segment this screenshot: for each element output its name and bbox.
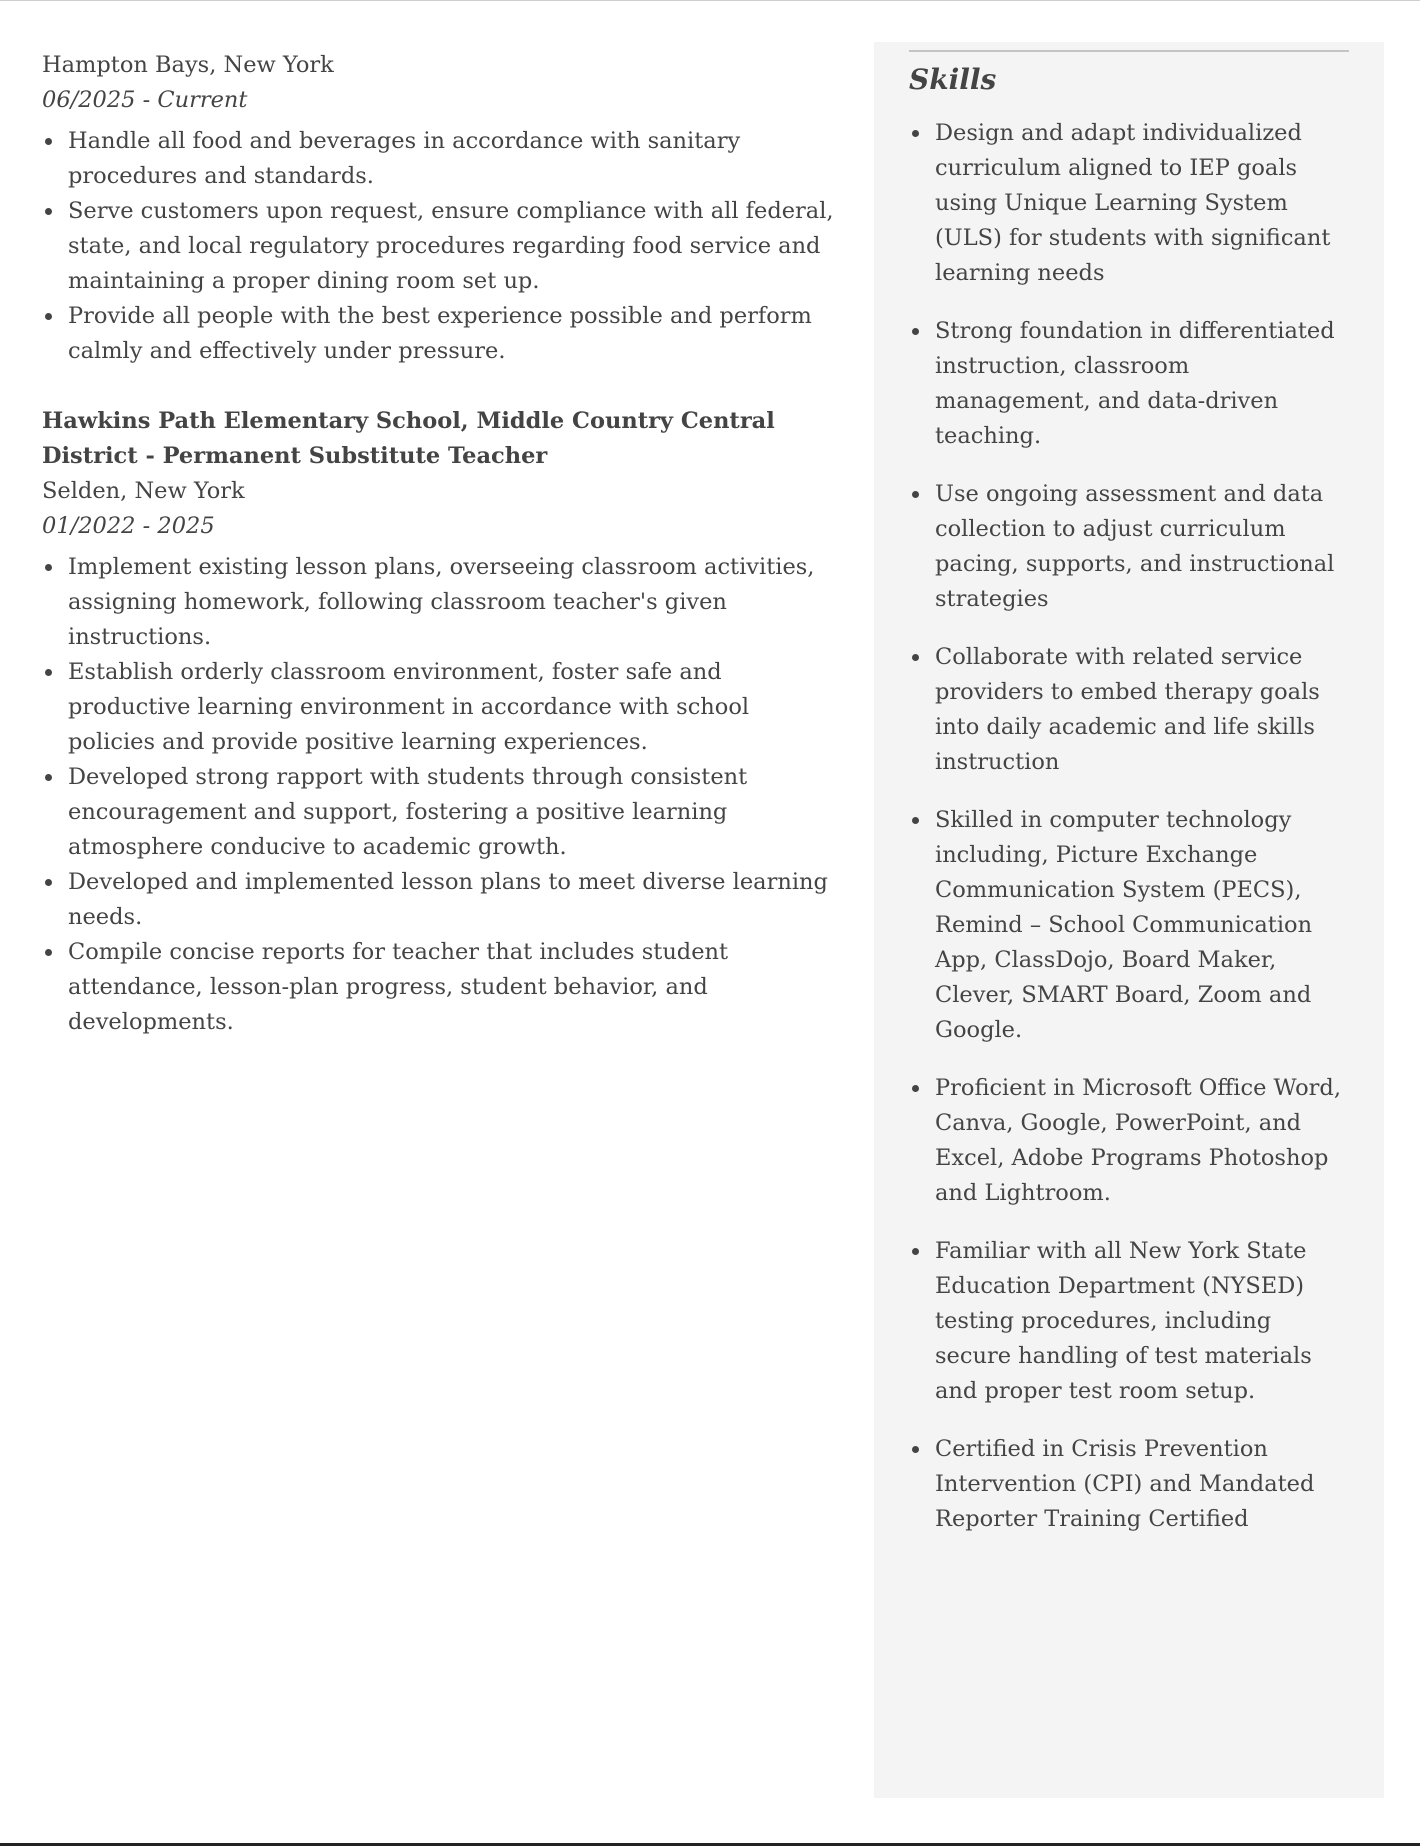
job-bullet: Compile concise reports for teacher that includes student attendance, lesson-plan progress, student behavior, and developments. [68,935,842,1040]
skill-item: Collaborate with related service providers to embed therapy goals into daily academic and life skills instruction [935,640,1349,780]
skills-list [909,116,1349,1537]
job-entry [42,404,842,1040]
job-bullet: Establish orderly classroom environment, foster safe and productive learning environment in accordance with school policies and provide positive learning experiences. [68,655,842,760]
skill-item: Proficient in Microsoft Office Word, Canva, Google, PowerPoint, and Excel, Adobe Programs Photoshop and Lightroom. [935,1071,1349,1211]
job-bullet: Serve customers upon request, ensure compliance with all federal, state, and local regulatory procedures regarding food service and maintaining a proper dining room set up. [68,194,842,299]
job-bullet: Provide all people with the best experience possible and perform calmly and effectively under pressure. [68,299,842,369]
page-top-rule [0,0,1420,1]
skills-heading: Skills [909,63,997,96]
skills-section [909,50,1349,1560]
job-bullets [42,550,842,1040]
job-dates: 01/2022 - 2025 [42,513,215,539]
skill-item: Certified in Crisis Prevention Intervention (CPI) and Mandated Reporter Training Certified [935,1432,1349,1537]
job-location: Selden, New York [42,478,245,504]
skill-item: Strong foundation in differentiated instruction, classroom management, and data-driven teaching. [935,314,1349,454]
job-bullets [42,124,842,369]
job-bullet: Handle all food and beverages in accordance with sanitary procedures and standards. [68,124,842,194]
job-title: Hawkins Path Elementary School, Middle Country Central District - Permanent Substitute Teacher [42,408,775,469]
job-location: Hampton Bays, New York [42,52,334,78]
skill-item: Design and adapt individualized curriculum aligned to IEP goals using Unique Learning System (ULS) for students with significant learning needs [935,116,1349,291]
job-dates: 06/2025 - Current [42,87,248,113]
experience-section [42,48,842,1040]
skills-divider [909,50,1349,52]
skill-item: Skilled in computer technology including, Picture Exchange Communication System (PECS), Remind – School Communication App, ClassDojo, Board Maker, Clever, SMART Board, Zoom and Google. [935,803,1349,1048]
job-entry [42,48,842,369]
skills-sidebar [874,42,1384,1798]
skill-item: Use ongoing assessment and data collection to adjust curriculum pacing, supports, and instructional strategies [935,477,1349,617]
job-bullet: Implement existing lesson plans, overseeing classroom activities, assigning homework, following classroom teacher's given instructions. [68,550,842,655]
job-bullet: Developed and implemented lesson plans to meet diverse learning needs. [68,865,842,935]
job-bullet: Developed strong rapport with students through consistent encouragement and support, fostering a positive learning atmosphere conducive to academic growth. [68,760,842,865]
skill-item: Familiar with all New York State Education Department (NYSED) testing procedures, including secure handling of test materials and proper test room setup. [935,1234,1349,1409]
